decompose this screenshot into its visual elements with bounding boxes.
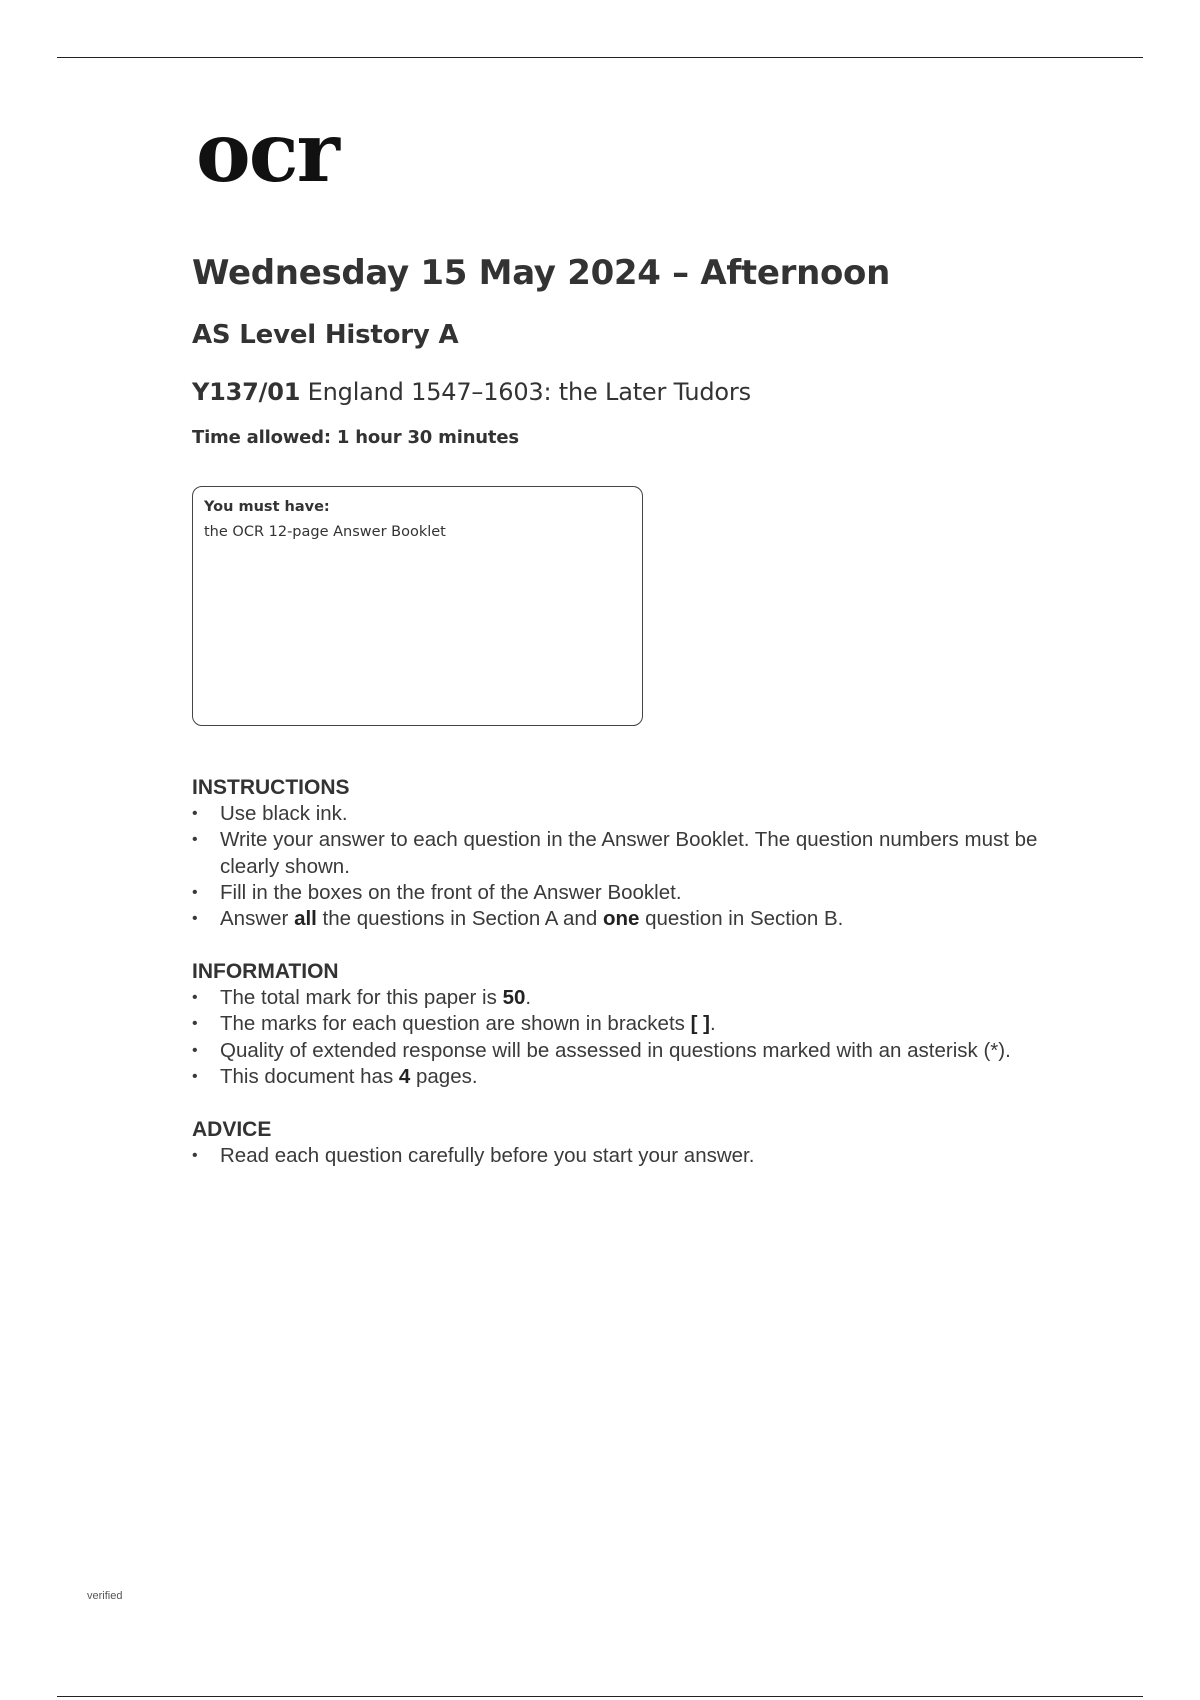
instructions-heading: INSTRUCTIONS xyxy=(192,776,350,799)
must-have-box xyxy=(192,486,643,726)
bullet-icon: • xyxy=(192,883,198,901)
information-list xyxy=(192,985,1092,1090)
list-item: • The marks for each question are shown in brackets [ ]. xyxy=(192,1011,1092,1037)
advice-list xyxy=(192,1143,1092,1169)
bullet-icon: • xyxy=(192,831,198,849)
bullet-icon: • xyxy=(192,989,198,1006)
must-have-heading: You must have: xyxy=(204,499,330,515)
bullet-icon: • xyxy=(192,805,198,822)
bullet-icon: • xyxy=(192,910,198,928)
top-rule xyxy=(57,57,1143,58)
bullet-icon: • xyxy=(192,1067,198,1085)
qualification-level: AS Level History A xyxy=(192,320,459,350)
information-section xyxy=(192,959,1092,1090)
instructions-section xyxy=(192,775,1092,932)
verified-note: verified xyxy=(87,1590,123,1602)
list-item: • Answer all the questions in Section A and one question in Section B. xyxy=(192,906,1092,932)
paper-code: Y137/01 xyxy=(192,378,301,406)
list-item: • This document has 4 pages. xyxy=(192,1064,1092,1090)
bottom-rule xyxy=(57,1696,1143,1697)
must-have-item: the OCR 12-page Answer Booklet xyxy=(204,524,446,541)
list-item: • The total mark for this paper is 50. xyxy=(192,985,1092,1011)
exam-date-title: Wednesday 15 May 2024 – Afternoon xyxy=(192,253,891,293)
bullet-icon: • xyxy=(192,1041,198,1059)
time-allowed: Time allowed: 1 hour 30 minutes xyxy=(192,427,519,448)
paper-heading xyxy=(192,380,751,404)
list-item: • Quality of extended response will be assessed in questions marked with an asterisk (*). xyxy=(192,1038,1092,1064)
advice-section xyxy=(192,1117,1092,1169)
instructions-list xyxy=(192,801,1092,932)
bullet-icon: • xyxy=(192,1147,198,1164)
ocr-logo: ocr xyxy=(196,105,338,201)
bullet-icon: • xyxy=(192,1015,198,1033)
list-item: • Fill in the boxes on the front of the Answer Booklet. xyxy=(192,880,1092,906)
list-item: • Read each question carefully before you start your answer. xyxy=(192,1143,1092,1169)
list-item: • Use black ink. xyxy=(192,801,1092,827)
list-item: • Write your answer to each question in the Answer Booklet. The question numbers must be clearly shown. xyxy=(192,828,1038,878)
paper-title: England 1547–1603: the Later Tudors xyxy=(300,378,751,406)
advice-heading: ADVICE xyxy=(192,1118,272,1141)
information-heading: INFORMATION xyxy=(192,960,339,983)
